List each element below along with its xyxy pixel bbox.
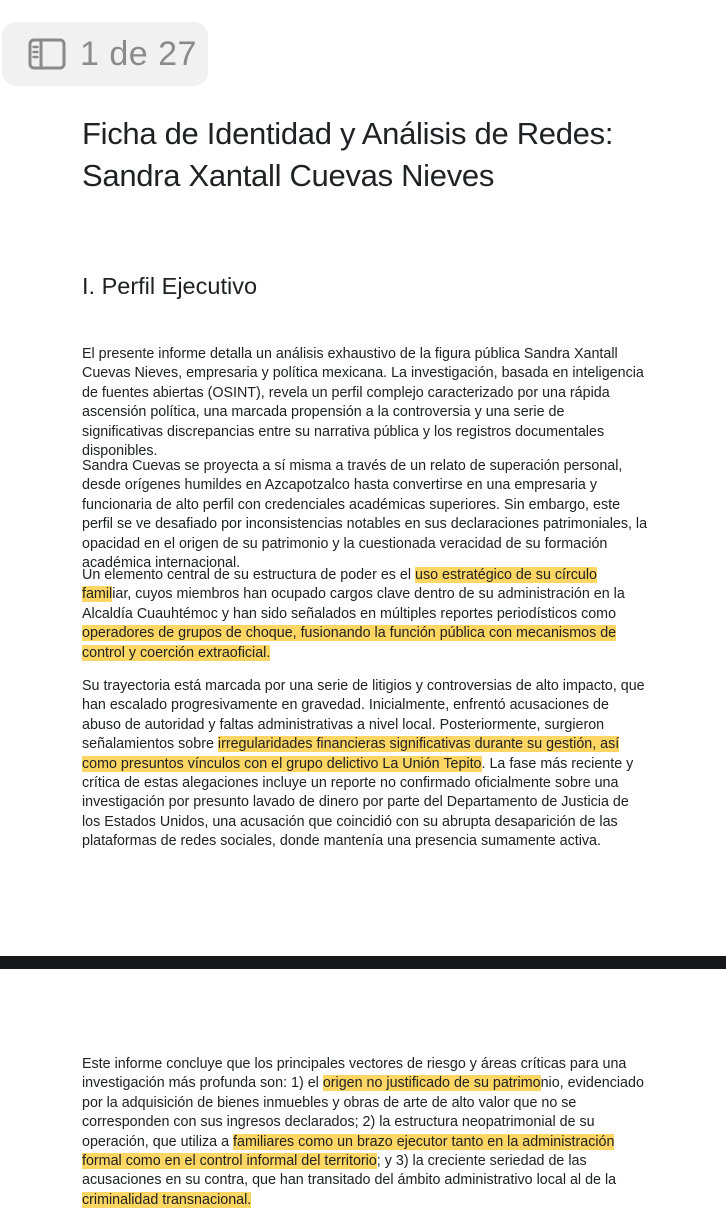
text-span: Un elemento central de su estructura de poder es el xyxy=(82,567,415,583)
highlight: uso estratégico de su círculo famil xyxy=(82,567,597,603)
page-count: 1 de 27 xyxy=(80,34,197,73)
paragraph-3 xyxy=(82,566,648,663)
text-span: . La fase más reciente y crítica de estas alegaciones incluye un reporte no confirmado oficialmente sobre una investigación por presunto lavado de dinero por parte del Departamento de Justicia de los Estados Unidos, una acusación que coincidió con su abrupta desaparición de las plataformas de redes sociales, donde mantenía una presencia sumamente activa. xyxy=(82,755,634,850)
page-indicator[interactable] xyxy=(2,22,208,86)
sidebar-panel-icon xyxy=(28,38,66,70)
text-span: nio, evidenciado por la adquisición de bienes inmuebles y obras de arte de alto valor que no se corresponden con sus ingresos declarados; 2) la estructura neopatrimonial de su operación, que utiliza a xyxy=(82,1075,644,1150)
document-title: Ficha de Identidad y Análisis de Redes: Sandra Xantall Cuevas Nieves xyxy=(82,116,614,193)
page-separator xyxy=(0,956,726,969)
text-span: Su trayectoria está marcada por una serie de litigios y controversias de alto impacto, que han escalado progresivamente en gravedad. Inicialmente, enfrentó acusaciones de abuso de autoridad y faltas administrativas a nivel local. Posteriormente, surgieron señalamientos sobre xyxy=(82,678,645,753)
highlight: familiares como un brazo ejecutor tanto en la administración formal como en el control informal del territorio xyxy=(82,1133,615,1170)
highlight: criminalidad transnacional. xyxy=(82,1191,252,1208)
highlight: irregularidades financieras significativas durante su gestión, así como presuntos vínculos con el grupo delictivo La Unión Tepito xyxy=(82,736,620,772)
text-span: iar, cuyos miembros han ocupado cargos clave dentro de su administración en la Alcaldía Cuauhtémoc y han sido señalados en múltiples reportes periodísticos como xyxy=(82,586,625,622)
text-span: ; y 3) la creciente seriedad de las acusaciones en su contra, que han transitado del ámbito administrativo local al de la xyxy=(82,1153,617,1189)
paragraph-1: El presente informe detalla un análisis exhaustivo de la figura pública Sandra Xantall Cuevas Nieves, empresaria y política mexicana. La investigación, basada en inteligencia de fuentes abiertas (OSINT), revela un perfil complejo caracterizado por una rápida ascensión política, una marcada propensión a la controversia y una serie de significativas discrepancias entre su narrativa pública y los registros documentales disponibles. xyxy=(82,346,644,460)
highlight: origen no justificado de su patrimo xyxy=(322,1075,541,1092)
paragraph-2: Sandra Cuevas se proyecta a sí misma a través de un relato de superación personal, desde orígenes humildes en Azcapotzalco hasta convertirse en una empresaria y funcionaria de alto perfil con credenciales académicas superiores. Sin embargo, este perfil se ve desafiado por inconsistencias notables en sus declaraciones patrimoniales, la opacidad en el origen de su patrimonio y la cuestionada veracidad de su formación académica internacional. xyxy=(82,458,648,572)
text-span: Este informe concluye que los principales vectores de riesgo y áreas críticas para una investigación más profunda son: 1) el xyxy=(82,1056,627,1092)
section-heading: I. Perfil Ejecutivo xyxy=(82,273,258,299)
paragraph-4 xyxy=(82,677,648,852)
paragraph-5 xyxy=(82,1055,648,1210)
highlight: operadores de grupos de choque, fusionando la función pública con mecanismos de control y coerción extraoficial. xyxy=(82,625,617,661)
